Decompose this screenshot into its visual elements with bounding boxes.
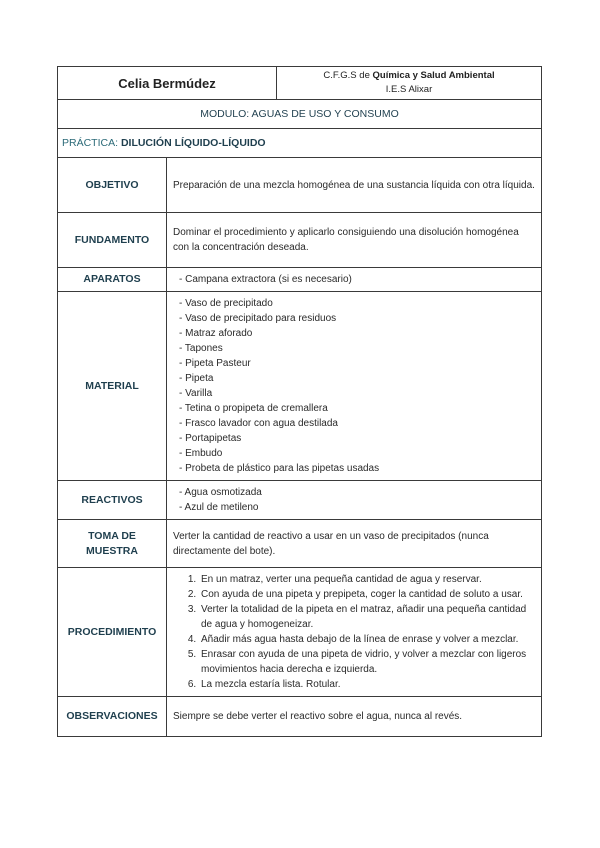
fundamento-text: Dominar el procedimiento y aplicarlo consiguiendo una disolución homogénea con la concentración deseada. xyxy=(167,213,542,268)
list-item: - Frasco lavador con agua destilada xyxy=(179,418,338,429)
practice-sheet xyxy=(57,66,542,737)
module-title: MODULO: AGUAS DE USO Y CONSUMO xyxy=(58,100,542,129)
list-item: - Pipeta Pasteur xyxy=(179,358,251,369)
course-name: Química y Salud Ambiental xyxy=(372,70,495,81)
toma-muestra-text: Verter la cantidad de reactivo a usar en un vaso de precipitados (nunca directamente del bote). xyxy=(167,520,542,568)
toma-muestra-label-line1: TOMA DE xyxy=(88,529,136,542)
material-label: MATERIAL xyxy=(58,292,167,481)
fundamento-label: FUNDAMENTO xyxy=(58,213,167,268)
toma-muestra-label xyxy=(58,520,167,568)
list-item: - Tapones xyxy=(179,343,223,354)
list-item: - Vaso de precipitado para residuos xyxy=(179,313,337,324)
practice-label: PRÁCTICA: xyxy=(62,137,121,149)
reactivos-content xyxy=(167,481,542,520)
list-item: - Azul de metileno xyxy=(179,502,259,513)
school-name: I.E.S Alixar xyxy=(385,84,433,95)
list-item: - Vaso de precipitado xyxy=(179,298,273,309)
reactivos-label: REACTIVOS xyxy=(58,481,167,520)
list-item: - Pipeta xyxy=(179,373,214,384)
list-item: - Matraz aforado xyxy=(179,328,253,339)
list-item: 3. Verter la totalidad de la pipeta en el matraz, añadir una pequeña cantidad de agua y homogeneizar. xyxy=(199,602,535,632)
list-item: 5. Enrasar con ayuda de una pipeta de vidrio, y volver a mezclar con ligeros movimientos hacia derecha e izquierda. xyxy=(199,647,535,677)
aparatos-content xyxy=(167,268,542,292)
list-item: - Probeta de plástico para las pipetas usadas xyxy=(179,463,380,474)
objetivo-text: Preparación de una mezcla homogénea de una sustancia líquida con otra líquida. xyxy=(167,158,542,213)
author-name: Celia Bermúdez xyxy=(58,67,277,100)
procedimiento-content xyxy=(167,568,542,697)
aparatos-label: APARATOS xyxy=(58,268,167,292)
list-item: 2. Con ayuda de una pipeta y prepipeta, coger la cantidad de soluto a usar. xyxy=(199,587,535,602)
list-item: - Varilla xyxy=(179,388,213,399)
reactivos-list xyxy=(173,485,535,515)
material-list xyxy=(173,296,535,476)
list-item: - Portapipetas xyxy=(179,433,242,444)
list-item: - Tetina o propipeta de cremallera xyxy=(179,403,328,414)
procedimiento-steps xyxy=(173,572,535,692)
list-item: - Embudo xyxy=(179,448,223,459)
list-item: 1. En un matraz, verter una pequeña cantidad de agua y reservar. xyxy=(199,572,535,587)
aparatos-list xyxy=(173,272,535,287)
course-prefix: C.F.G.S de xyxy=(323,70,373,81)
observaciones-label: OBSERVACIONES xyxy=(58,697,167,737)
practice-title xyxy=(58,129,542,158)
list-item: 6. La mezcla estaría lista. Rotular. xyxy=(199,677,535,692)
procedimiento-label: PROCEDIMIENTO xyxy=(58,568,167,697)
observaciones-text: Siempre se debe verter el reactivo sobre el agua, nunca al revés. xyxy=(167,697,542,737)
objetivo-label: OBJETIVO xyxy=(58,158,167,213)
list-item: 4. Añadir más agua hasta debajo de la línea de enrase y volver a mezclar. xyxy=(199,632,535,647)
course-info xyxy=(277,67,542,100)
list-item: - Campana extractora (si es necesario) xyxy=(179,274,352,285)
practice-name: DILUCIÓN LÍQUIDO-LÍQUIDO xyxy=(120,137,266,149)
list-item: - Agua osmotizada xyxy=(179,487,262,498)
toma-muestra-label-line2: MUESTRA xyxy=(86,544,138,557)
material-content xyxy=(167,292,542,481)
